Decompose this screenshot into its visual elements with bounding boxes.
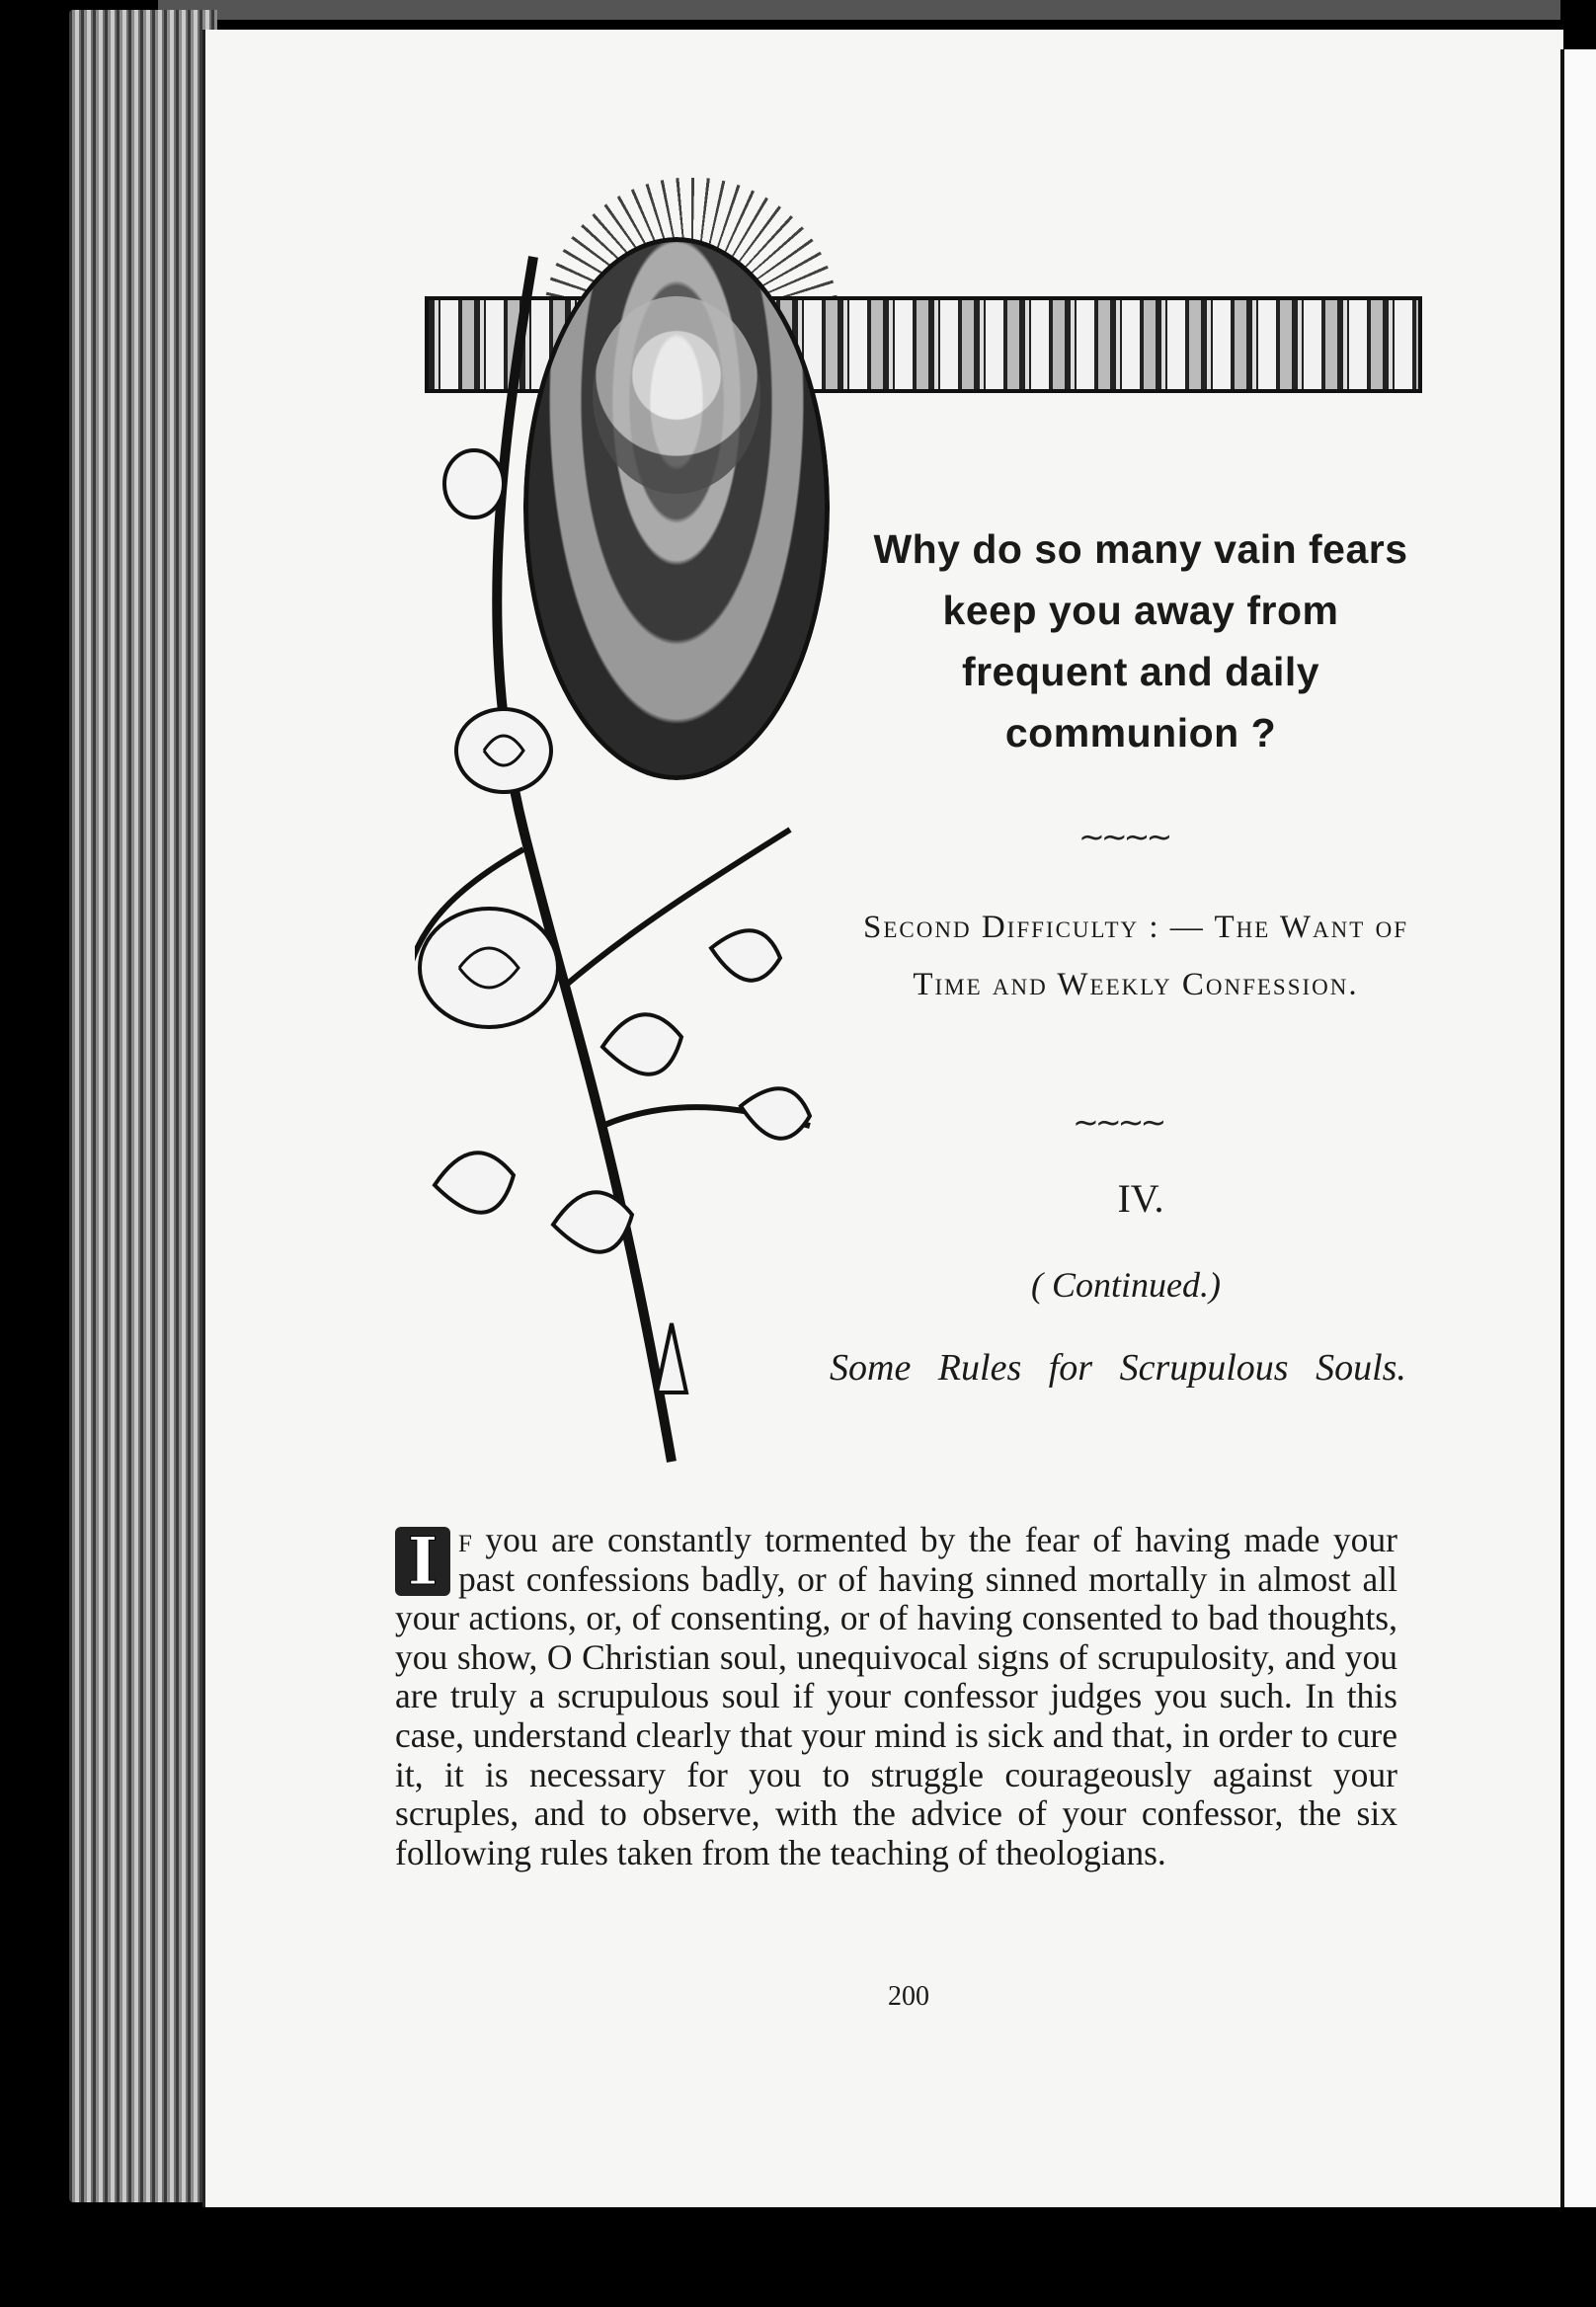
book-page-edges: [69, 10, 217, 2202]
body-text: you are constantly tormented by the fear of having made your past confessions badly, or of having sinned mortally in almost all your actions, or, of consenting, or of having consented to bad thoughts, you show, O Christian soul, unequivocal signs of scrupulosity, and you are truly a scrupulous soul if your confessor judges you such. In this case, understand clearly that your mind is sick and that, in order to cure it, it is necessary for you to struggle courageously against your scruples, and to observe, with the advice of your confessor, the six following rules taken from the teaching of theologians.: [395, 1520, 1397, 1872]
scan-border: [0, 2207, 1596, 2307]
title-line: frequent and daily: [961, 649, 1320, 694]
title-line: communion ?: [1004, 710, 1277, 756]
title-line: keep you away from: [942, 588, 1339, 633]
drop-cap-letter: I: [395, 1527, 450, 1596]
portrait-highlight: [593, 296, 760, 494]
section-numeral: IV.: [1117, 1176, 1164, 1221]
page-title: [849, 518, 1432, 763]
first-word-rest: f: [458, 1520, 472, 1559]
continued-note: ( Continued.): [1031, 1265, 1221, 1305]
body-paragraph: [395, 1521, 1397, 1872]
wavy-rule-ornament: ~~~~: [1078, 818, 1169, 855]
section-subtitle: Second Difficulty : — The Want of Time and Weekly Confession.: [863, 910, 1408, 1002]
page-number: 200: [888, 1981, 929, 2012]
rules-heading: Some Rules for Scrupulous Souls.: [830, 1347, 1406, 1389]
facing-page-edge: [1560, 49, 1596, 2212]
book-page-stack-top: [158, 0, 1560, 20]
title-line: Why do so many vain fears: [873, 526, 1408, 572]
wavy-rule-ornament: ~~~~: [1073, 1103, 1163, 1141]
